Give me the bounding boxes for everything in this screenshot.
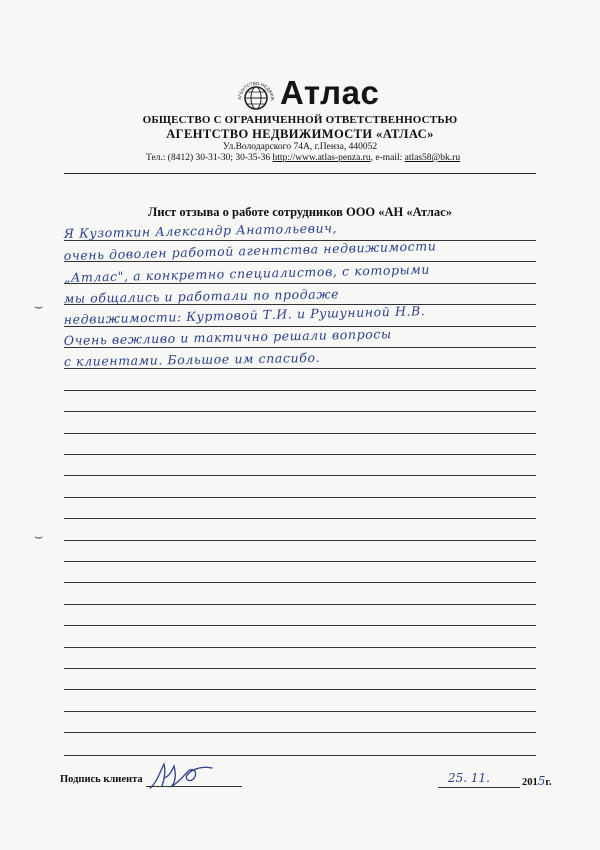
sheet-title: Лист отзыва о работе сотрудников ООО «АН «Атлас» (148, 205, 452, 219)
signature-line (146, 786, 242, 787)
org-type: ОБЩЕСТВО С ОГРАНИЧЕННОЙ ОТВЕТСТВЕННОСТЬЮ (142, 114, 458, 126)
date-line (438, 787, 520, 788)
ruled-line (64, 326, 536, 327)
ruled-line (64, 475, 536, 476)
logo-arc-text: АГЕНТСТВО НЕДВИЖ (236, 80, 276, 102)
handwritten-line: недвижимости: Куртовой Т.И. и Рушуниной Н.В. (63, 303, 426, 327)
date-handwritten: 25. 11. (448, 771, 490, 785)
ruled-line (64, 732, 536, 733)
ruled-line (64, 518, 536, 519)
handwritten-line: мы общались и работали по продаже (63, 286, 340, 306)
ruled-line (64, 433, 536, 434)
handwritten-line: Я Кузоткин Александр Анатольевич, (63, 220, 338, 241)
ruled-line (64, 647, 536, 648)
email-link[interactable]: atlas58@bk.ru (404, 153, 461, 163)
ruled-line (64, 390, 536, 391)
handwritten-line: очень доволен работой агентства недвижимости (63, 238, 437, 263)
date-field (438, 770, 558, 790)
ruled-line (64, 347, 536, 348)
ruled-line (64, 755, 536, 756)
logo-wordmark: Атлас (280, 74, 380, 111)
ruled-line (64, 668, 536, 669)
ruled-line (64, 582, 536, 583)
ruled-line (64, 711, 536, 712)
year-digit: 5 (537, 774, 546, 788)
hole-punch-mark: ⌣ (34, 530, 44, 545)
hole-punch-mark: ⌣ (34, 300, 44, 315)
handwritten-line: „Атлас", а конкретно специалистов, с которыми (63, 261, 431, 285)
ruled-line (64, 368, 536, 369)
globe-icon (236, 78, 276, 114)
org-name: АГЕНТСТВО НЕДВИЖИМОСТИ «АТЛАС» (166, 127, 434, 141)
ruled-line (64, 689, 536, 690)
year-label: 2015г. (522, 774, 552, 788)
ruled-line (64, 540, 536, 541)
signature-label: Подпись клиента (60, 774, 143, 785)
org-address: Ул.Володарского 74А, г.Пенза, 440052 (222, 142, 378, 152)
handwritten-line: Очень вежливо и тактично решали вопросы (63, 326, 392, 348)
ruled-line (64, 261, 536, 262)
org-contacts (146, 153, 460, 163)
atlas-logo (236, 74, 396, 114)
website-link[interactable]: http://www.atlas-penza.ru (272, 153, 371, 163)
ruled-line (64, 497, 536, 498)
ruled-line (64, 625, 536, 626)
ruled-line (64, 561, 536, 562)
ruled-line (64, 454, 536, 455)
handwritten-line: с клиентами. Большое им спасибо. (63, 349, 321, 369)
ruled-line (64, 604, 536, 605)
email-label: , e-mail: (370, 153, 403, 163)
ruled-line (64, 411, 536, 412)
phones: Тел.: (8412) 30-31-30; 30-35-36 (146, 153, 271, 163)
header-divider (64, 173, 536, 174)
